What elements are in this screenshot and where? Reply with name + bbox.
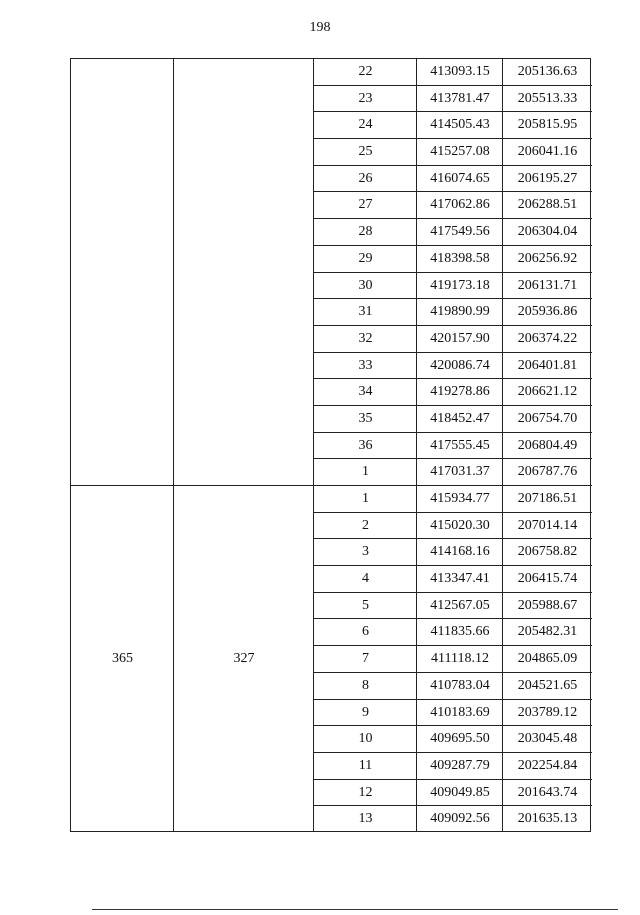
x-coordinate-cell: 417031.37 (430, 464, 490, 480)
y-coordinate-cell: 206758.82 (517, 544, 578, 560)
x-coordinate-cell: 417555.45 (430, 437, 490, 453)
point-number-cell: 3 (362, 544, 369, 560)
point-number-cell: 8 (362, 677, 369, 693)
x-coordinate-cell: 413093.15 (430, 64, 490, 79)
y-coordinate-cell: 206401.81 (517, 357, 578, 373)
x-coordinate-cell: 409092.56 (430, 811, 490, 827)
x-coordinate-cell: 410183.69 (430, 704, 490, 720)
x-coordinate-cell: 418452.47 (430, 410, 490, 426)
y-coordinate-cell: 207014.14 (517, 517, 578, 533)
footer-rule (92, 909, 618, 910)
y-coordinate-cell: 206374.22 (517, 330, 578, 346)
x-coordinate-cell: 415020.30 (430, 517, 490, 533)
point-number-cell: 7 (362, 651, 369, 667)
x-coordinate-cell: 419890.99 (430, 304, 490, 320)
page-number: 198 (309, 20, 331, 35)
point-number-cell: 2 (362, 517, 369, 533)
point-number-cell: 9 (362, 704, 369, 720)
x-coordinate-cell: 415934.77 (430, 491, 490, 507)
y-coordinate-cell: 207186.51 (517, 491, 578, 507)
x-coordinate-cell: 409049.85 (430, 784, 490, 800)
x-coordinate-cell: 420086.74 (430, 357, 490, 373)
point-number-cell: 32 (358, 330, 373, 346)
point-number-cell: 24 (358, 117, 373, 133)
point-number-cell: 35 (358, 410, 373, 426)
point-number-cell: 31 (358, 304, 373, 320)
group-b-contour-number: 327 (233, 651, 255, 667)
y-coordinate-cell: 206288.51 (517, 197, 578, 213)
point-number-cell: 23 (358, 90, 373, 106)
x-coordinate-cell: 409287.79 (430, 757, 490, 773)
y-coordinate-cell: 205988.67 (517, 597, 578, 613)
y-coordinate-cell: 201635.13 (517, 811, 578, 827)
x-coordinate-cell: 410783.04 (430, 677, 490, 693)
x-coordinate-cell: 409695.50 (430, 731, 490, 747)
group-a-parcel-number (71, 59, 174, 486)
y-coordinate-cell: 204865.09 (517, 651, 578, 667)
y-coordinate-cell: 206131.71 (517, 277, 578, 293)
point-number-cell: 34 (358, 384, 373, 400)
y-coordinate-cell: 206195.27 (517, 170, 578, 186)
x-coordinate-cell: 414168.16 (430, 544, 490, 560)
x-coordinate-cell: 413347.41 (430, 571, 490, 587)
y-coordinate-cell: 205513.33 (517, 90, 578, 106)
y-coordinate-cell: 205936.86 (517, 304, 578, 320)
x-coordinate-cell: 417062.86 (430, 197, 490, 213)
y-coordinate-cell: 201643.74 (517, 784, 578, 800)
point-number-cell: 33 (358, 357, 373, 373)
x-coordinate-cell: 420157.90 (430, 330, 490, 346)
y-coordinate-cell: 206304.04 (517, 224, 578, 240)
y-coordinate-cell: 205815.95 (517, 117, 578, 133)
group-a-contour-number (174, 59, 314, 486)
point-number-cell: 30 (358, 277, 373, 293)
point-number-cell: 10 (358, 731, 373, 747)
x-coordinate-cell: 417549.56 (430, 224, 490, 240)
y-coordinate-cell: 206787.76 (517, 464, 578, 480)
point-number-cell: 4 (362, 571, 369, 587)
y-coordinate-cell: 206754.70 (517, 410, 578, 426)
x-coordinate-cell: 412567.05 (430, 597, 490, 613)
point-number-cell: 6 (362, 624, 369, 640)
y-coordinate-cell: 205482.31 (517, 624, 578, 640)
point-number-cell: 13 (358, 811, 373, 827)
y-coordinate-cell: 206415.74 (517, 571, 578, 587)
group-b-parcel-number: 365 (112, 651, 133, 667)
point-number-cell: 1 (362, 464, 369, 480)
point-number-cell: 22 (358, 64, 373, 79)
x-coordinate-cell: 419278.86 (430, 384, 490, 400)
y-coordinate-cell: 206256.92 (517, 250, 578, 266)
y-coordinate-cell: 206804.49 (517, 437, 578, 453)
y-coordinate-cell: 202254.84 (517, 757, 578, 773)
x-coordinate-cell: 415257.08 (430, 144, 490, 160)
y-coordinate-cell: 206621.12 (517, 384, 578, 400)
x-coordinate-cell: 413781.47 (430, 90, 490, 106)
x-coordinate-cell: 411835.66 (430, 624, 490, 640)
point-number-cell: 1 (362, 491, 369, 507)
y-coordinate-cell: 203045.48 (517, 731, 578, 747)
y-coordinate-cell: 206041.16 (517, 144, 578, 160)
y-coordinate-cell: 204521.65 (517, 677, 578, 693)
point-number-cell: 27 (358, 197, 373, 213)
x-coordinate-cell: 411118.12 (431, 651, 489, 667)
point-number-cell: 29 (358, 250, 373, 266)
point-number-cell: 12 (358, 784, 373, 800)
x-coordinate-cell: 416074.65 (430, 170, 490, 186)
column-divider (173, 59, 174, 831)
point-number-cell: 25 (358, 144, 373, 160)
x-coordinate-cell: 418398.58 (430, 250, 490, 266)
coordinates-table (70, 58, 591, 832)
point-number-cell: 5 (362, 597, 369, 613)
y-coordinate-cell: 203789.12 (517, 704, 578, 720)
point-number-cell: 26 (358, 170, 373, 186)
point-number-cell: 11 (358, 757, 373, 773)
point-number-cell: 28 (358, 224, 373, 240)
point-number-cell: 36 (358, 437, 373, 453)
y-coordinate-cell: 205136.63 (517, 64, 578, 79)
x-coordinate-cell: 419173.18 (430, 277, 490, 293)
x-coordinate-cell: 414505.43 (430, 117, 490, 133)
